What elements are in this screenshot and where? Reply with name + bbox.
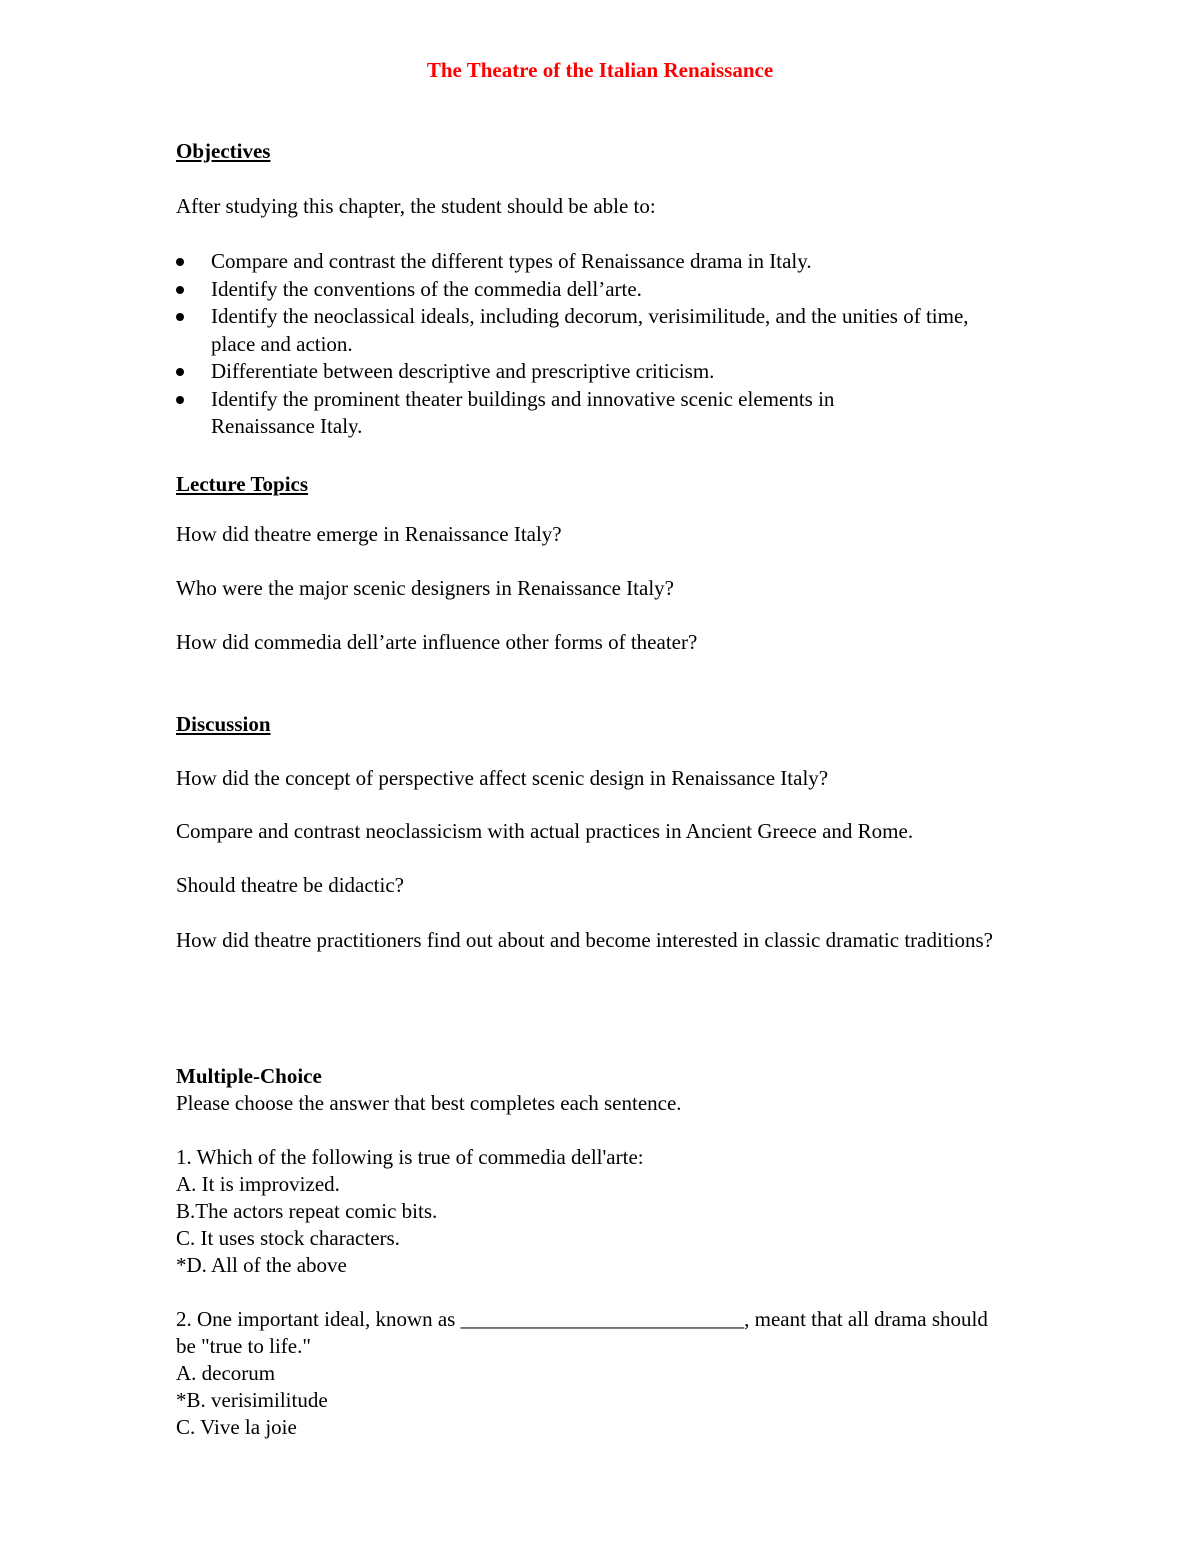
objective-item: Compare and contrast the different types of Renaissance drama in Italy. <box>176 248 1036 276</box>
multiple-choice-instructions: Please choose the answer that best completes each sentence. <box>176 1091 682 1115</box>
objectives-intro: After studying this chapter, the student should be able to: <box>176 194 656 218</box>
answer-option: B.The actors repeat comic bits. <box>176 1199 438 1223</box>
answer-option: C. It uses stock characters. <box>176 1226 400 1250</box>
bullet-icon <box>176 396 184 404</box>
answer-option: *D. All of the above <box>176 1253 347 1277</box>
discussion-item: How did theatre practitioners find out about and become interested in classic dramatic traditions? <box>176 928 993 952</box>
lecture-topic-item: Who were the major scenic designers in Renaissance Italy? <box>176 576 674 600</box>
discussion-item: Should theatre be didactic? <box>176 873 404 897</box>
bullet-icon <box>176 313 184 321</box>
question-text: 2. One important ideal, known as ___________________________, meant that all drama should be "true to life." <box>176 1307 988 1358</box>
question-text: 1. Which of the following is true of commedia dell'arte: <box>176 1145 644 1169</box>
discussion-item: Compare and contrast neoclassicism with actual practices in Ancient Greece and Rome. <box>176 819 914 843</box>
lecture-topic-item: How did theatre emerge in Renaissance Italy? <box>176 522 562 546</box>
answer-option: A. It is improvized. <box>176 1172 340 1196</box>
discussion-item: How did the concept of perspective affect scenic design in Renaissance Italy? <box>176 766 829 790</box>
lecture-topic-item: How did commedia dell’arte influence other forms of theater? <box>176 630 698 654</box>
objective-item: Differentiate between descriptive and prescriptive criticism. <box>176 358 1036 386</box>
objective-item: Identify the prominent theater buildings and innovative scenic elements in Renaissance Italy. <box>176 386 921 441</box>
answer-option: A. decorum <box>176 1361 276 1385</box>
objective-item: Identify the neoclassical ideals, including decorum, verisimilitude, and the unities of time, place and action. <box>176 303 1011 358</box>
answer-option: *B. verisimilitude <box>176 1388 328 1412</box>
multiple-choice-heading: Multiple-Choice <box>176 1064 322 1088</box>
objectives-list <box>176 248 1036 441</box>
discussion-heading: Discussion <box>176 712 271 736</box>
objective-item: Identify the conventions of the commedia dell’arte. <box>176 276 1036 304</box>
bullet-icon <box>176 258 184 266</box>
lecture-topics-heading: Lecture Topics <box>176 472 309 496</box>
document-title: The Theatre of the Italian Renaissance <box>426 58 774 82</box>
objectives-heading: Objectives <box>176 139 271 163</box>
bullet-icon <box>176 368 184 376</box>
answer-option: C. Vive la joie <box>176 1415 297 1439</box>
bullet-icon <box>176 286 184 294</box>
